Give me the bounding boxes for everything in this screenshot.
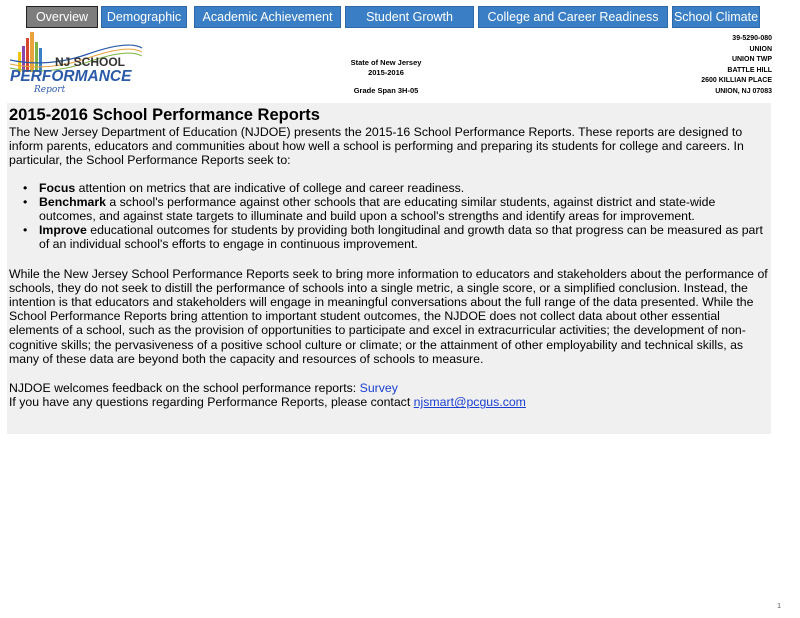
page-number: 1 — [777, 603, 781, 610]
tab-academic-achievement[interactable]: Academic Achievement — [194, 6, 341, 28]
contact-text: If you have any questions regarding Performance Reports, please contact — [9, 395, 414, 410]
goal-keyword: Improve — [39, 223, 87, 238]
tab-overview[interactable]: Overview — [26, 6, 98, 28]
tab-demographic[interactable]: Demographic — [101, 6, 187, 28]
overview-content — [9, 106, 769, 409]
school-address: 2600 KILLIAN PLACE — [701, 77, 772, 84]
limitations-paragraph: While the New Jersey School Performance Reports seek to bring more information to educators and stakeholders about the performance of schools, they do not seek to distill the performance of schools into a single metric, a single score, or a simplified conclusion. Instead, the intention is that educators and stakeholders will engage in meaningful conversations about the full range of the data presented. While the School Performance Reports bring attention to important student outcomes, the NJDOE does not collect data about other essential elements of a school, such as the provision of opportunities to participate and excel in extracurricular activities; the development of non-cognitive skills; the pervasiveness of a positive school culture or climate; or the attainment of other employability and technical skills, as many of these data are beyond both the capacity and resources of schools to measure. — [9, 266, 768, 366]
feedback-line — [9, 381, 769, 395]
goal-text: educational outcomes for students by providing both longitudinal and growth data so that progress can be measured as part of an individual school's efforts to engage in continuous improvement. — [39, 223, 763, 252]
contact-line — [9, 395, 769, 409]
goal-text: a school's performance against other schools that are educating similar students, against district and state-wide outcomes, and against state targets to illuminate and build upon a school's strengths and identify areas for improvement. — [39, 194, 716, 224]
list-item: • Improve educational outcomes for students by providing both longitudinal and growth data so that progress can be measured as part of an individual school's efforts to engage in continuous improvement. — [23, 223, 763, 252]
intro-paragraph: The New Jersey Department of Education (NJDOE) presents the 2015-16 School Performance Reports. These reports are designed to inform parents, educators and communities about how well a school is performing and preparing its students for college and careers. In particular, the School Performance Reports seek to: — [9, 125, 744, 168]
list-item: • Focus attention on metrics that are indicative of college and career readiness. — [23, 180, 465, 195]
school-info — [701, 34, 772, 97]
list-item: • Benchmark a school's performance against other schools that are educating similar students, against district and state-wide outcomes, and against state targets to illuminate and build upon a school's strengths and identify areas for improvement. — [23, 194, 716, 224]
tab-school-climate[interactable]: School Climate — [672, 6, 760, 28]
school-code: 39-5290-080 — [732, 35, 772, 42]
logo-line3: Report — [34, 85, 66, 95]
survey-link[interactable]: Survey — [359, 381, 398, 396]
grade-span-label: Grade Span 3H-05 — [353, 86, 419, 95]
goals-list — [9, 181, 769, 252]
tab-college-career-readiness[interactable]: College and Career Readiness — [478, 6, 668, 28]
feedback-text: NJDOE welcomes feedback on the school performance reports: — [9, 381, 360, 396]
district-name: UNION TWP — [731, 56, 772, 63]
school-name: BATTLE HILL — [727, 66, 772, 74]
state-label: State of New Jersey — [350, 58, 422, 67]
logo-line1: NJ SCHOOL — [55, 55, 126, 69]
goal-text: attention on metrics that are indicative of college and career readiness. — [75, 180, 465, 195]
county-name: UNION — [749, 45, 772, 53]
report-header-center — [336, 58, 436, 96]
tab-student-growth[interactable]: Student Growth — [345, 6, 474, 28]
year-label: 2015-2016 — [368, 68, 404, 77]
contact-email-link[interactable]: njsmart@pcgus.com — [413, 395, 526, 410]
school-city: UNION, NJ 07083 — [715, 87, 772, 95]
logo-line2: PERFORMANCE — [10, 68, 132, 85]
goal-keyword: Focus — [39, 180, 76, 195]
page-title: 2015-2016 School Performance Reports — [9, 106, 320, 124]
goal-keyword: Benchmark — [39, 194, 106, 209]
nj-school-performance-logo — [8, 30, 144, 96]
